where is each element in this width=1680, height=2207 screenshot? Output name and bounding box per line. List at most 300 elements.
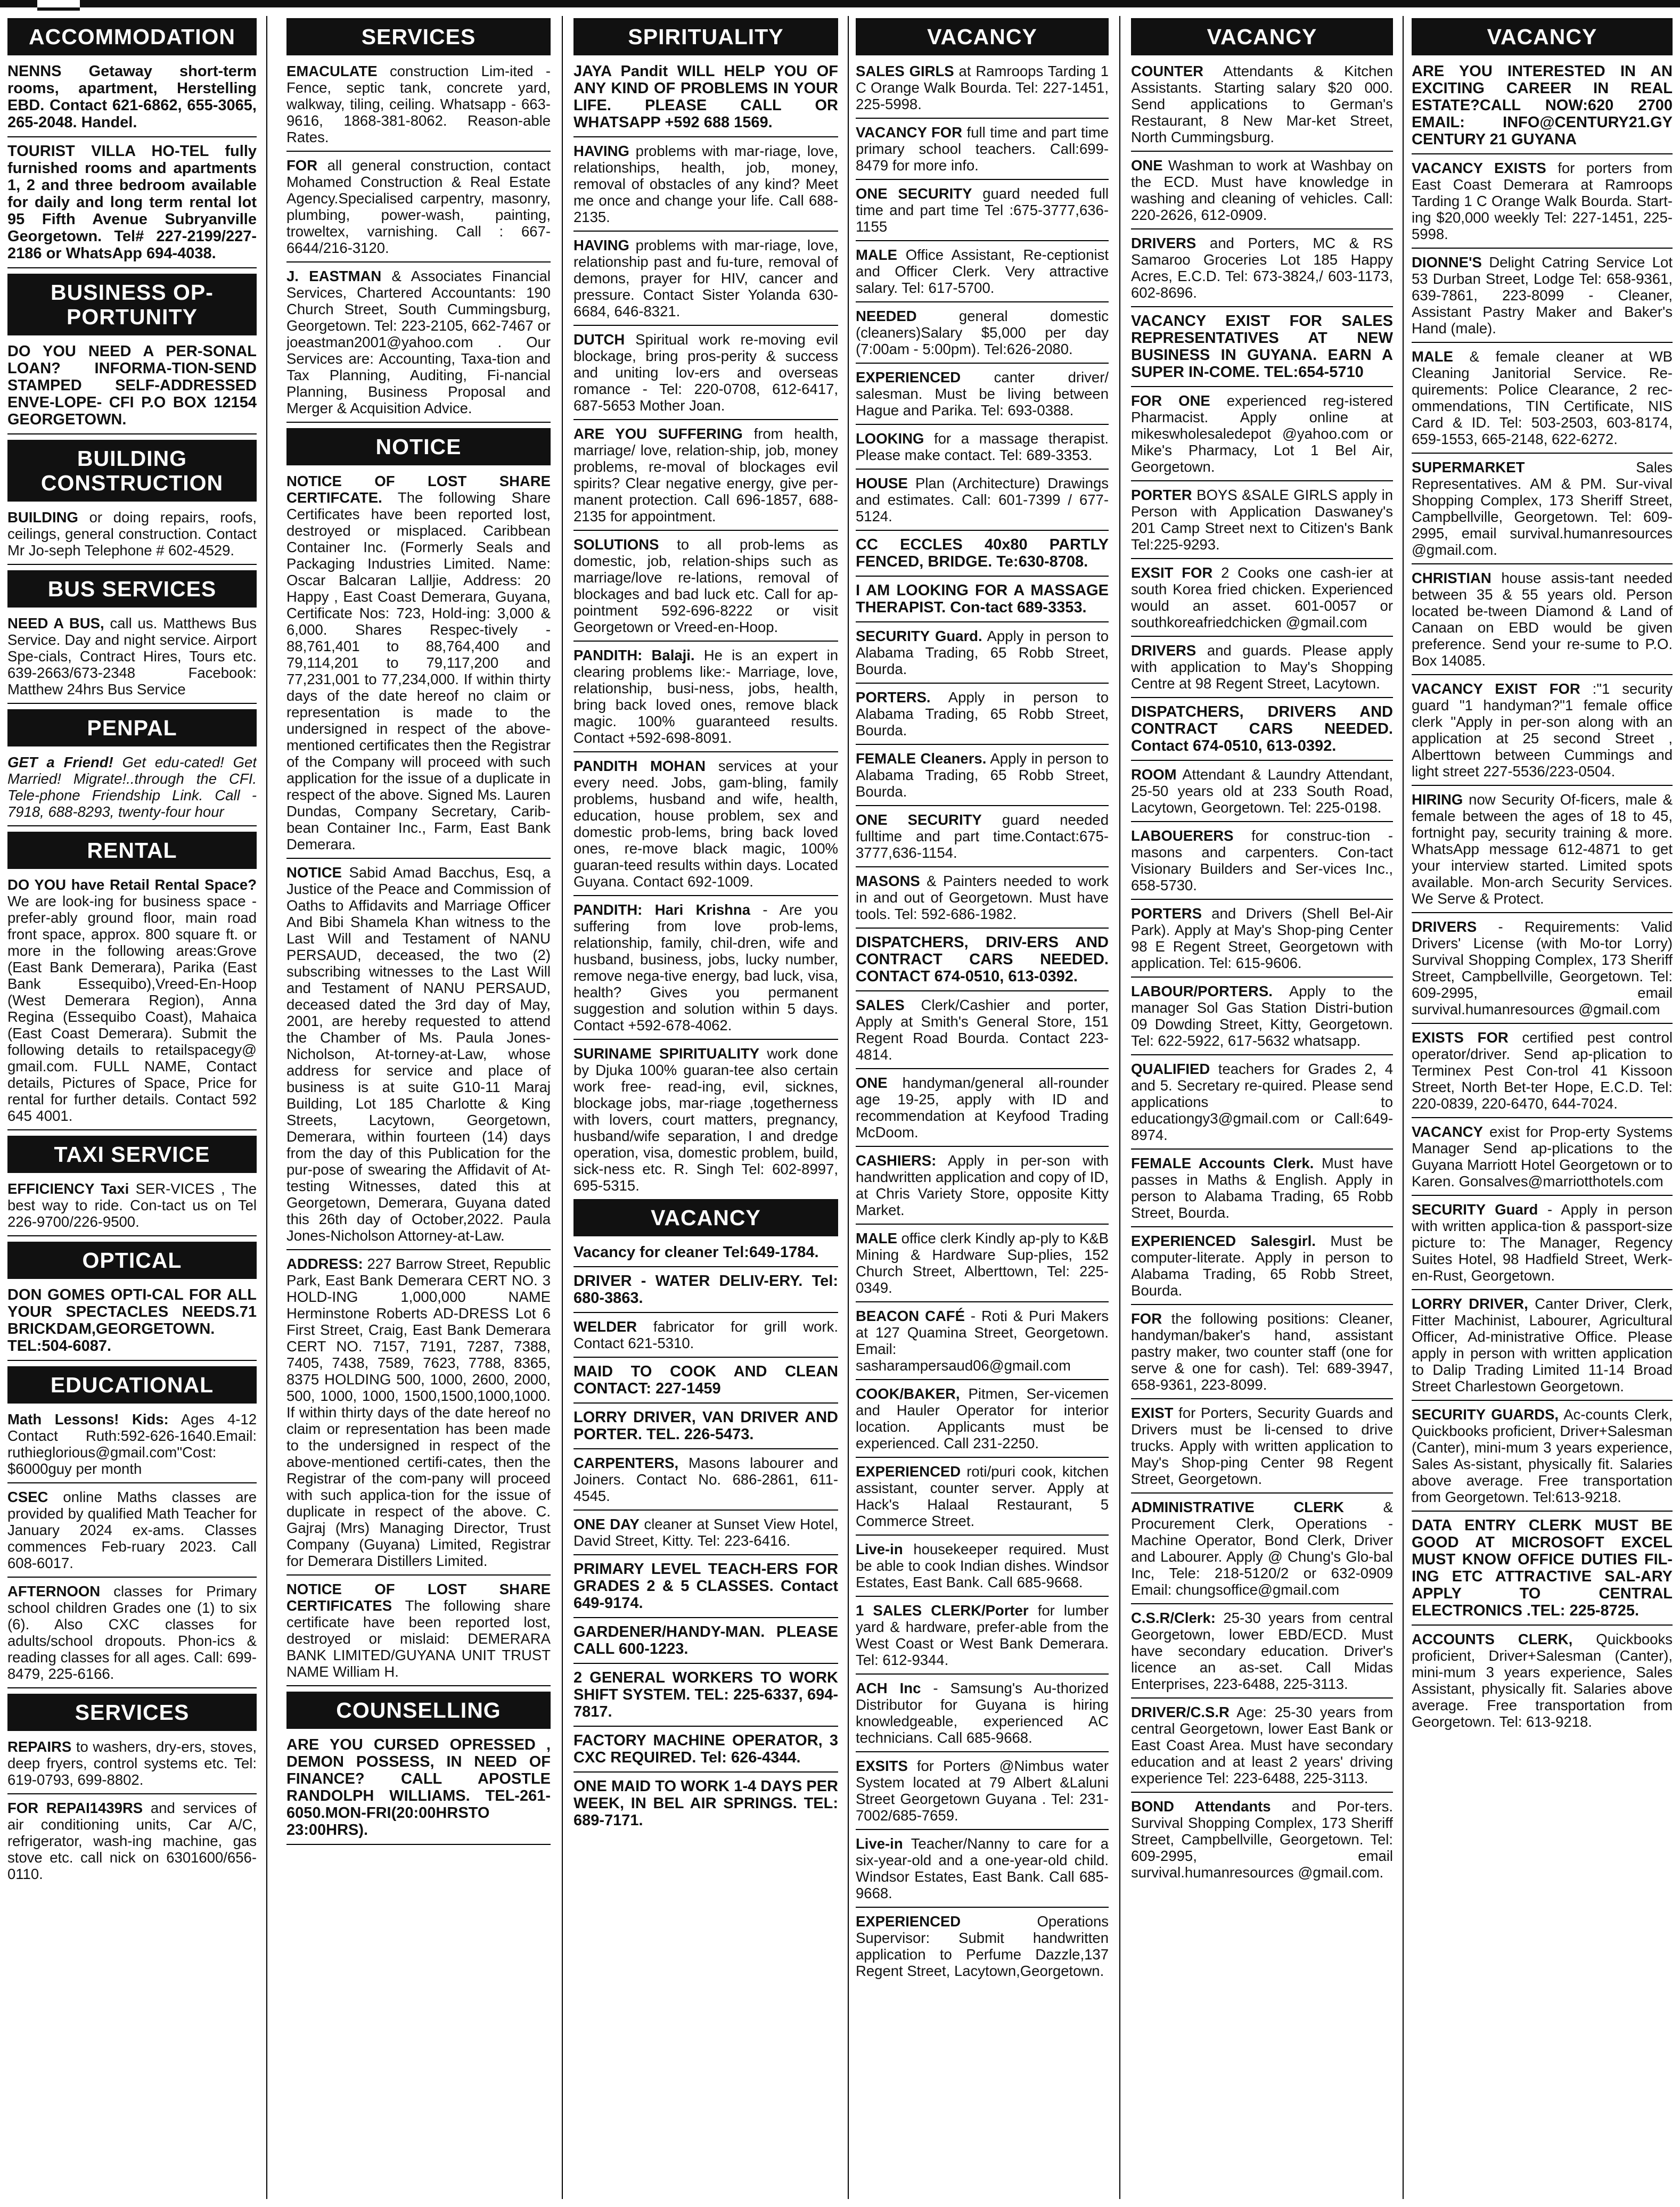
ad-lead: CARPENTERS, <box>573 1455 679 1471</box>
section-header: VACANCY <box>1131 18 1393 55</box>
classified-ad <box>1412 348 1673 454</box>
ad-body: WILL HELP YOU OF ANY KIND OF PROBLEMS IN YOUR LIFE. PLEASE CALL OR WHATSAPP +592 688 1569. <box>573 63 838 131</box>
ad-lead: Live-in <box>856 1835 903 1852</box>
classified-ad <box>1412 1631 1673 1730</box>
classified-ad <box>573 1778 838 1829</box>
ad-body: or doing repairs, roofs, ceilings, general construction. Contact Mr Jo-seph Telephone # 602-4529. <box>7 509 257 559</box>
ad-lead: EXIST <box>1131 1405 1174 1421</box>
classified-ad <box>286 63 551 152</box>
ad-lead: Vacancy for cleaner <box>573 1244 719 1261</box>
column-divider <box>1119 16 1120 2199</box>
ad-lead: ONE SECURITY <box>856 185 972 202</box>
ad-body: from health, marriage/ love, relation-ship, job, money problems, re-moval of blockages evil spirits? Clear negative energy, give per-manent protection. Call 696-1857, 688-2135 for appointment. <box>573 425 838 524</box>
classified-ad <box>1131 157 1393 229</box>
ad-lead: FOR <box>1131 1310 1162 1327</box>
ad-body: general domestic (cleaners)Salary $5,000 per day (7:00am - 5:00pm). Tel:626-2080. <box>856 308 1109 357</box>
column-2 <box>286 16 551 2199</box>
section-header: SERVICES <box>7 1694 257 1731</box>
ad-body: the following positions: Cleaner, handyman/baker's hand, assistant pastry maker, two counter staff (one for serve & one for cash). Tel: 689-3947, 658-9361, 223-8099. <box>1131 1310 1393 1393</box>
ad-lead: HAVING <box>573 143 629 159</box>
classified-ad <box>1131 1798 1393 1881</box>
classified-ad <box>1131 766 1393 822</box>
section-header: BUS SERVICES <box>7 570 257 608</box>
ad-body: AT NEW BUSINESS IN GUYANA. EARN A SUPER IN-COME. TEL:654-5710 <box>1131 330 1393 381</box>
ad-lead: ONE SECURITY <box>856 811 982 828</box>
classified-ad <box>1131 1155 1393 1227</box>
ad-lead: EMACULATE <box>286 63 378 79</box>
section-header: RENTAL <box>7 832 257 869</box>
ad-lead: ONE <box>1131 157 1163 174</box>
ad-body: Getaway short-term rooms, apartment, Herstelling EBD. Contact 621-6862, 655-3065, 265-2048. Handel. <box>7 63 257 131</box>
classified-ad <box>573 1409 838 1449</box>
ad-body: Sales Representatives. AM & PM. Sur-vival Shopping Complex, 173 Sheriff Street, Campbellville, Georgetown. Tel: 609-2995, email survival.humanresources @gmail.com. <box>1412 459 1673 558</box>
ad-body: Get edu-cated! Get Married! Migrate!..through the CFI. Tele-phone Friendship Link. Call - 7918, 688-8293, twenty-four hour <box>7 754 257 820</box>
ad-body: to all prob-lems as domestic, job, relation-ships such as marriage/love re-lations, removal of blockages and bad luck etc. Call for ap-pointment 592-696-8222 or visit Georgetown or Vreed-en-Hoop. <box>573 536 838 635</box>
ad-lead: HOUSE <box>856 475 908 491</box>
ad-lead: DISPATCHERS, DRIV-ERS <box>856 934 1059 951</box>
classified-ad <box>856 1230 1109 1302</box>
ad-lead: PORTERS. <box>856 689 931 705</box>
section-header: SPIRITUALITY <box>573 18 838 55</box>
classified-ad <box>856 124 1109 180</box>
ad-body: for Porters, Security Guards and Drivers must be li-censed to drive trucks. Apply with written application to May's Shop-ping Center 98 Regent Street, Georgetown. <box>1131 1405 1393 1487</box>
classified-ad <box>856 873 1109 929</box>
ad-lead: SURINAME SPIRITUALITY <box>573 1045 759 1062</box>
ad-body: and Por-ters. Survival Shopping Complex, 173 Sheriff Street, Campbellville, Georgetown. Tel: 609-2995, email survival.humanresources @gmail.com. <box>1131 1798 1393 1881</box>
ad-body: Ac-counts Clerk, Quickbooks proficient, Driver+Salesman (Canter), mini-mum 3 years experience, Sales As-sistant, physically fit. Salaries above average. Free transportation from Georgetown. Tel:613-9218. <box>1412 1406 1673 1505</box>
ad-lead: EXPERIENCED <box>856 1913 961 1930</box>
classified-ad <box>573 1561 838 1618</box>
ad-body: services at your every need. Jobs, gam-bling, family problems, husband and wife, health, education, house problem, sex and domestic prob-lems, bring back loved ones, re-move black magic, 100% guaran-teed results within days. Located Guyana. Contact 692-1009. <box>573 758 838 890</box>
classified-ad <box>573 237 838 326</box>
ad-body: and Drivers (Shell Bel-Air Park). Apply at May's Shop-ping Center 98 E Regent Street, Georgetown with application. Tel: 615-9606. <box>1131 905 1393 971</box>
ad-body: - Samsung's Au-thorized Distributor for Guyana is hiring knowledgeable, experienced AC technicians. Call 685-9668. <box>856 1680 1109 1746</box>
ad-lead: EXPERIENCED Salesgirl. <box>1131 1233 1316 1249</box>
ad-lead: MALE <box>856 247 897 263</box>
ad-body: and Porters, MC & RS Samaroo Groceries Lot 185 Happy Acres, E.C.D. Tel: 673-3824,/ 603-1173, 602-8696. <box>1131 235 1393 301</box>
ad-lead: MALE <box>856 1230 897 1246</box>
ad-lead: CHRISTIAN <box>1412 570 1491 586</box>
classified-ad <box>286 864 551 1250</box>
ad-body: to washers, dry-ers, stoves, deep fryers, control systems etc. Tel: 619-0793, 699-8802. <box>7 1738 257 1788</box>
classified-ad <box>856 430 1109 470</box>
ad-body: Spiritual work re-moving evil blockage, bring pros-perity & success and uniting lov-ers and overseas romance - Tel: 220-0708, 612-6417, 687-5653 Mother Joan. <box>573 331 838 414</box>
ad-lead: SOLUTIONS <box>573 536 659 553</box>
ad-body: PER WEEK, IN BEL AIR SPRINGS. TEL: 689-7171. <box>573 1778 838 1829</box>
classified-ad <box>7 1738 257 1794</box>
ad-lead: LABOUR/PORTERS. <box>1131 983 1273 999</box>
ad-lead: LOOKING <box>856 430 924 447</box>
classified-ad <box>573 901 838 1040</box>
classified-ad <box>1131 1061 1393 1150</box>
ad-body: NEEDED. Contact 674-0510, 613-0392. <box>1131 720 1393 754</box>
ad-body: 227 Barrow Street, Republic Park, East Bank Demerara CERT NO. 3 HOLD-ING 1,000,000 NAME Herminstone Roberts AD-DRESS Lot 6 First Street, Craig, East Bank Demerara CERT NO. 7157, 7191, 7287, 7388, 7405, 7438, 7589, 7623, 7788, 8365, 8375 HOLDING 500, 1000, 2600, 2000, 500, 1000, 1000, 1500,1500,1000,1000. If within thirty days of the date hereof no claim or representation has been made to the undersigned in respect of the above-mentioned certifi-cates, then the Registrar of the com-pany will proceed with such applica-tion for the issue of duplicate in respect of the above. C. Gajraj (Mrs) Managing Director, Trust Company (Guyana) Limited, Registrar for Demerara Distillers Limited. <box>286 1256 551 1569</box>
classified-ad <box>573 1516 838 1555</box>
classified-ad <box>286 1581 551 1686</box>
classified-ad <box>573 647 838 752</box>
classified-ad <box>856 308 1109 364</box>
ad-body: 2 Cooks one cash-ier at south Korea fried chicken. Experienced would an asset. 601-0057 or southkoreafriedchicken @gmail.com <box>1131 564 1393 630</box>
ad-body: PLEASE CALL 600-1223. <box>573 1623 838 1658</box>
ad-lead: TOURIST VILLA HO-TEL <box>7 143 209 160</box>
ad-lead: PORTER <box>1131 487 1192 503</box>
ad-body: Office Assistant, Re-ceptionist and Officer Clerk. Very attractive salary. Tel: 617-5700. <box>856 247 1109 296</box>
ad-lead: ACCOUNTS CLERK, <box>1412 1631 1573 1647</box>
ad-lead: PRIMARY LEVEL TEACH-ERS <box>573 1561 798 1578</box>
classified-ad <box>1131 983 1393 1055</box>
ad-body: Must have passes in Maths & English. Apply in person to Alabama Trading, 65 Robb Street, Bourda. <box>1131 1155 1393 1221</box>
ad-body: AND CONTRACT CARS NEEDED. CONTACT 674-0510, 613-0392. <box>856 934 1109 985</box>
ad-lead: NOTICE <box>286 864 342 881</box>
ad-lead: AFTERNOON <box>7 1583 101 1599</box>
classified-ad <box>7 876 257 1130</box>
ad-lead: NENNS <box>7 63 62 80</box>
top-rule-notch <box>37 0 80 11</box>
ad-lead: COOK/BAKER, <box>856 1385 960 1402</box>
classified-ad <box>1412 1123 1673 1196</box>
ad-lead: PORTERS <box>1131 905 1202 922</box>
ad-lead: MAID TO COOK AND CLEAN <box>573 1363 838 1380</box>
column-divider <box>266 16 267 2199</box>
section-header: OPTICAL <box>7 1242 257 1279</box>
ad-body: for Porters @Nimbus water System located at 79 Albert &Laluni Street Georgetown Guyana . Tel: 231-7002/685-7659. <box>856 1758 1109 1824</box>
ad-body: SER-VICES , The best way to ride. Con-tact us on Tel 226-9700/226-9500. <box>7 1180 257 1230</box>
ad-lead: GARDENER/HANDY-MAN. <box>573 1623 765 1640</box>
classified-ad <box>1131 1233 1393 1305</box>
classified-ad <box>1131 1704 1393 1793</box>
ad-body: and services of air conditioning units, Car A/C, refrigerator, wash-ing machine, gas stove etc. call nick on 6301600/656-0110. <box>7 1800 257 1882</box>
ad-body: guard needed fulltime and part time.Contact:675-3777,636-1154. <box>856 811 1109 861</box>
classified-ad <box>7 615 257 704</box>
classified-ad <box>856 1541 1109 1597</box>
classified-ad <box>286 1256 551 1576</box>
classified-ad <box>7 754 257 826</box>
ad-lead: CSEC <box>7 1489 48 1505</box>
ad-body: Con-tact 689-3353. <box>946 599 1087 616</box>
section-header: ACCOMMODATION <box>7 18 257 55</box>
section-header: TAXI SERVICE <box>7 1136 257 1173</box>
ad-body: Apply in person to Alabama Trading, 65 Robb Street, Bourda. <box>856 689 1109 739</box>
ad-body: The following share certificate have been reported lost, destroyed or mislaid: DEMERARA BANK LIMITED/GUYANA UNIT TRUST NAME William H. <box>286 1597 551 1680</box>
classified-ad <box>573 536 838 642</box>
ad-lead: EXPERIENCED <box>856 369 961 385</box>
section-header: EDUCATIONAL <box>7 1366 257 1404</box>
ad-body: CONTACT: 227-1459 <box>573 1380 721 1397</box>
ad-body: for lumber yard & hardware, prefer-able from the West Coast or West Bank Demerara. Tel: 612-9344. <box>856 1602 1109 1668</box>
ad-lead: FACTORY MACHINE OPERATOR, <box>573 1732 823 1749</box>
ad-body: & Associates Financial Services, Chartered Accountants: 190 Church Street, South Cummingsburg, Georgetown. Tel: 223-2105, 662-7467 or joeastman2001@yahoo.com . Our Services are: Accounting, Taxa-tion and Tax Planning, Auditing, Fi-nancial Planning, Business Proposal and Merger & Acquisition Advice. <box>286 268 551 416</box>
ad-body: & Painters needed to work in and out of Georgetown. Must have tools. Tel: 592-686-1982. <box>856 873 1109 922</box>
column-3 <box>573 16 838 2199</box>
ad-lead: FOR REPAI1439RS <box>7 1800 143 1816</box>
ad-body: - Requirements: Valid Drivers' License (with Mo-tor Lorry) Survival Shopping Complex, 173 Sheriff Street, Campbellville, Georgetown. Tel: 609-2995, email survival.humanresources @gmail.com <box>1412 918 1673 1018</box>
ad-lead: DRIVER - WATER DELIV-ERY. <box>573 1273 803 1290</box>
classified-ad <box>573 1045 838 1194</box>
ad-lead: DO YOU have Retail Rental Space? <box>7 876 257 893</box>
ad-body: teachers for Grades 2, 4 and 5. Secretary re-quired. Please send applications to educationgy3@gmail.com or Call:649-8974. <box>1131 1061 1393 1143</box>
classified-ad <box>1131 1499 1393 1604</box>
ad-body: Teacher/Nanny to care for a six-year-old and a one-year-old child. Windsor Estates, East Bank. Call 685-9668. <box>856 1835 1109 1901</box>
ad-body: call us. Matthews Bus Service. Day and night service. Airport Spe-cials, Contract Hires, Tours etc. 639-2663/673-2348 Facebook: Matthew 24hrs Bus Service <box>7 615 257 698</box>
ad-lead: LABOUERERS <box>1131 827 1234 844</box>
ad-lead: FOR ONE <box>1131 392 1210 409</box>
ad-lead: ONE DAY <box>573 1516 640 1532</box>
ad-body: OPRESSED , DEMON POSSESS, IN NEED OF FINANCE? CALL APOSTLE RANDOLPH WILLIAMS. TEL-261-6050.MON-FRI(20:00HRSTO 23:00HRS). <box>286 1736 551 1839</box>
ad-lead: VACANCY EXIST FOR SALES REPRESENTATIVES <box>1131 313 1393 347</box>
ad-body: INFORMA-TION-SEND STAMPED SELF-ADDRESSED ENVE-LOPE- CFI P.O BOX 12154 GEORGETOWN. <box>7 360 257 428</box>
ad-lead: DISPATCHERS, DRIVERS AND CONTRACT CARS <box>1131 703 1393 737</box>
ad-body: at Ramroops Tarding 1 C Orange Walk Bourda. Tel: 227-1451, 225-5998. <box>856 63 1109 112</box>
ad-body: certified pest control operator/driver. Send ap-plication to Terminex Pest Con-trol 41 Kissoon Street, North Bet-ter Hope, E.C.D. Tel: 220-0839, 220-6470, 644-7024. <box>1412 1029 1673 1112</box>
ad-body: problems with mar-riage, love, relationships, health, job, money, removal of obstacles of any kind? Meet me once and change your life. Call 688-2135. <box>573 143 838 225</box>
ad-body: for a massage therapist. Please make contact. Tel: 689-3353. <box>856 430 1109 463</box>
classified-ad <box>7 343 257 434</box>
ad-body: and guards. Please apply with application to May's Shopping Centre at 98 Regent Street, Lacytown. <box>1131 642 1393 692</box>
column-6 <box>1412 16 1673 2199</box>
classified-ad <box>856 475 1109 531</box>
ad-lead: CASHIERS: <box>856 1152 937 1169</box>
ad-body: house assis-tant needed between 35 & 55 years old. Person located be-tween Diamond & Land of Canaan on EBD would be given preference. Send your re-sume to P.O. Box 14085. <box>1412 570 1673 669</box>
ad-lead: LORRY DRIVER, VAN DRIVER AND PORTER. <box>573 1409 838 1443</box>
classified-ad <box>573 1318 838 1358</box>
classified-ad <box>1131 905 1393 978</box>
ad-body: Apply in person to Alabama Trading, 65 Robb Street, Bourda. <box>856 628 1109 677</box>
ad-body: Masons labourer and Joiners. Contact No. 686-2861, 611-4545. <box>573 1455 838 1504</box>
classified-ad <box>7 1489 257 1578</box>
ad-body: Operations Supervisor: Submit handwritten application to Perfume Dazzle,137 Regent Street, Lacytown,Georgetown. <box>856 1913 1109 1979</box>
classified-ad <box>856 1463 1109 1536</box>
classified-ad <box>573 63 838 137</box>
classified-ad <box>1131 1610 1393 1699</box>
section-header: COUNSELLING <box>286 1692 551 1729</box>
ad-body: Pitmen, Ser-vicemen and Hauler Operator for interior location. Applicants must be experienced. Call 231-2250. <box>856 1385 1109 1451</box>
classified-ad <box>856 811 1109 867</box>
ad-lead: EFFICIENCY Taxi <box>7 1180 129 1197</box>
column-5 <box>1131 16 1393 2199</box>
ad-body: Age: 25-30 years from central Georgetown, lower East Bank or East Coast Area. Must have secondary education and at least 2 years' driving experience Tel: 223-6488, 225-3113. <box>1131 1704 1393 1786</box>
ad-lead: DATA ENTRY CLERK <box>1412 1517 1582 1534</box>
ad-body: full time and part time primary school teachers. Call:699-8479 for more info. <box>856 124 1109 174</box>
classified-ad <box>1412 1029 1673 1118</box>
ad-lead: PANDITH: Balaji. <box>573 647 695 663</box>
classified-ad <box>856 582 1109 622</box>
ad-lead: NEEDED <box>856 308 917 324</box>
ad-body: problems with mar-riage, love, relationship past and fu-ture, removal of demons, prayer for HIV, cancer and pressure. Contact Sister Yolanda 630-6684, 646-8321. <box>573 237 838 319</box>
classified-ad <box>856 247 1109 302</box>
ad-body: Must be computer-literate. Apply in person to Alabama Trading, 65 Robb Street, Bourda. <box>1131 1233 1393 1299</box>
classified-ad <box>856 1152 1109 1225</box>
ad-body: experienced reg-istered Pharmacist. Apply online at mikeswholesaledepot @yahoo.com or Mike's Pharmacy, Lot 1 Bel Air, Georgetown. <box>1131 392 1393 475</box>
ad-body: FOR GRADES 2 & 5 CLASSES. Contact 649-9174. <box>573 1561 838 1612</box>
ad-body: Attendant & Laundry Attendant, 25-50 years old at 233 South Road, Lacytown, Georgetown. Tel: 225-0198. <box>1131 766 1393 816</box>
ad-lead: HIRING <box>1412 791 1463 808</box>
classified-ad <box>856 1680 1109 1752</box>
classified-ad <box>856 997 1109 1069</box>
ad-lead: VACANCY FOR <box>856 124 963 141</box>
classified-ad <box>573 331 838 420</box>
ad-body: TO WORK SHIFT SYSTEM. TEL: 225-6337, 694-7817. <box>573 1669 838 1720</box>
classified-ad <box>1131 827 1393 900</box>
classified-ad <box>856 750 1109 806</box>
classified-ad <box>573 1244 838 1267</box>
ad-body: Attendants & Kitchen Assistants. Starting salary $20 000. Send applications to German's Restaurant, 8 New Mar-ket Street, North Cummingsburg. <box>1131 63 1393 145</box>
ad-body: Ages 4-12 Contact Ruth:592-626-1640.Email: ruthieglorious@gmail.com"Cost: $6000guy per month <box>7 1411 257 1477</box>
classified-ad <box>1131 313 1393 387</box>
ad-body: office clerk Kindly ap-ply to K&B Mining & Hardware Sup-plies, 152 Church Street, Alberttown, Tel: 225-0349. <box>856 1230 1109 1296</box>
ad-lead: SALES GIRLS <box>856 63 954 79</box>
ad-lead: ARE YOU SUFFERING <box>573 425 743 442</box>
classified-ad <box>856 1913 1109 1979</box>
classified-ad <box>573 425 838 531</box>
ad-body: classes for Primary school children Grades one (1) to six (6). Also CXC classes for adults/school dropouts. Phon-ics & reading classes for all ages. Call: 699-8479, 225-6166. <box>7 1583 257 1682</box>
classified-ad <box>1412 680 1673 786</box>
ad-lead: CC ECCLES 40x80 <box>856 536 1028 553</box>
ad-body: Plan (Architecture) Drawings and estimates. Call: 601-7399 / 677-5124. <box>856 475 1109 524</box>
classified-ad <box>856 369 1109 425</box>
ad-body: Apply in per-son with handwritten application and copy of ID, at Chris Variety Store, opposite Kitty Market. <box>856 1152 1109 1218</box>
ad-lead: SECURITY Guard <box>1412 1201 1538 1218</box>
ad-body: Clerk/Cashier and porter, Apply at Smith's General Store, 151 Regent Road Bourda. Contact 223-4814. <box>856 997 1109 1063</box>
ad-body: Delight Catring Service Lot 53 Durban Street, Lodge Tel: 658-9361, 639-7861, 223-8099 - Cleaner, Assistant Pastry Maker and Baker's Hand (male). <box>1412 254 1673 337</box>
classified-ad <box>7 1800 257 1882</box>
ad-body: Apply to the manager Sol Gas Station Distri-bution 09 Dowding Street, Kitty, Georgetown. Tel: 622-5922, 617-5632 whatsapp. <box>1131 983 1393 1049</box>
classified-ad <box>1412 1201 1673 1290</box>
ad-lead: MALE <box>1412 348 1453 365</box>
ad-body: BOYS &SALE GIRLS apply in Person with Application Daswaney's 201 Camp Street next to Citizen's Bank Tel:225-9293. <box>1131 487 1393 553</box>
classified-ad <box>856 628 1109 684</box>
ad-lead: DIONNE'S <box>1412 254 1482 270</box>
classified-ad <box>573 1455 838 1511</box>
ad-body: Sabid Amad Bacchus, Esq, a Justice of the Peace and Commission of Oaths to Affidavits and Marriage Officer And Bibi Shamela Khan witness to the Last Will and Testament of NANU PERSAUD, deceased, the two (2) subscribing witnesses to the Last Will and Testament of NANU PERSAUD, deceased dated the 3rd day of May, 2001, are hereby requested to attend the Chamber of Ms. Paula Jones-Nicholson, At-torney-at-Law, whose address for service and place of business is at suite G10-11 Maraj Building, Lot 185 Charlotte & King Streets, Lacytown, Georgetown, Demerara, within fourteen (14) days from the day of this Publication for the pur-pose of swearing the Affidavit of At-testing Witnesses, dated this at Georgetown, Demerara, Guyana dated this 26th day of October,2022. Paula Jones-Nicholson Attorney-at-Law. <box>286 864 551 1244</box>
ad-body: Tel:649-1784. <box>718 1244 819 1261</box>
ad-lead: ONE <box>856 1074 888 1091</box>
section-header: SERVICES <box>286 18 551 55</box>
ad-body: MUST BE GOOD AT MICROSOFT EXCEL MUST KNOW OFFICE DUTIES FIL-ING ETC ATTRACTIVE SAL-ARY APPLY TO CENTRAL ELECTRONICS .TEL: 225-8725. <box>1412 1517 1673 1619</box>
ad-body: We are look-ing for business space - prefer-ably ground floor, main road front space, approx. 800 square ft. or more in the following areas:Grove (East Bank Demerara), Parika (East Bank Essequibo),Vreed-En-Hoop (West Demerara Region), Anna Regina (Essequibo Coast), Mahaica (East Coast Demerara). Submit the following details to retailspacegy@ gmail.com. FULL NAME, Contact details, Pictures of Space, Price for rental for further details. Contact 592 645 4001. <box>7 893 257 1124</box>
ad-lead: REPAIRS <box>7 1738 72 1755</box>
ad-lead: ONE MAID TO WORK 1-4 DAYS <box>573 1778 802 1795</box>
ad-body: TEL. 226-5473. <box>642 1426 754 1443</box>
classified-ad <box>1412 1295 1673 1401</box>
ad-lead: BEACON CAFÉ <box>856 1308 965 1324</box>
classified-ad <box>856 1835 1109 1908</box>
ad-lead: NEED A BUS, <box>7 615 104 631</box>
section-header: VACANCY <box>856 18 1109 55</box>
ad-body: Quickbooks proficient, Driver+Salesman (Canter), mini-mum 3 years experience, Sales Assistant, physically fit. Salaries above average. Free transportation from Georgetown. Tel: 613-9218. <box>1412 1631 1673 1730</box>
classified-ad <box>286 268 551 423</box>
classified-ad <box>286 157 551 262</box>
ad-lead: SECURITY GUARDS, <box>1412 1406 1559 1423</box>
ad-body: :"1 security guard "1 handyman?"1 female office clerk "Apply in per-son along with an application at 25 second Street , Alberttown between Cummings and light street 227-5536/223-0504. <box>1412 680 1673 780</box>
classified-ad <box>7 509 257 565</box>
ad-lead: 1 SALES CLERK/Porter <box>856 1602 1029 1619</box>
ad-lead: SECURITY Guard. <box>856 628 982 644</box>
classified-ad <box>573 1669 838 1727</box>
ad-lead: DRIVERS <box>1131 235 1197 251</box>
classified-ad <box>1131 392 1393 481</box>
ad-body: - Apply in person with written applica-tion & passport-size picture to: The Manager, Regency Suites Hotel, 98 Hadfield Street, Werk-en-Rust, Georgetown. <box>1412 1201 1673 1284</box>
section-header: BUSINESS OP-PORTUNITY <box>7 274 257 335</box>
ad-lead: DO YOU NEED A PER-SONAL LOAN? <box>7 343 257 377</box>
ad-body: The following Share Certificates have been reported lost, destroyed or misplaced. Caribbean Container Inc. (Formerly Seals and Packaging Industries Limited. Name: Oscar Balcaran Lalljie, Address: 20 Happy , East Coast Demerara, Guyana, Certificate Nos: 723, Hold-ing: 3,000 & 6,000. Shares Respec-tively - 88,761,401 to 88,764,400 and 79,114,201 to 79,117,200 and 77,231,001 to 77,234,000. If within thirty days of the date hereof no claim or representation is made to the undersigned in respect of the above-mentioned certificates then the Registrar of the Company will proceed with such application for the issue of a duplicate in respect of the above. Signed Ms. Lauren Dundas, Company Secretary, Carib-bean Container Inc., Farm, East Bank Demerara. <box>286 489 551 852</box>
ad-body: roti/puri cook, kitchen assistant, counter server. Apply at Hack's Halaal Restaurant, 5 Commerce Street. <box>856 1463 1109 1529</box>
ad-lead: EXISTS FOR <box>1412 1029 1509 1046</box>
ad-lead: 2 GENERAL WORKERS <box>573 1669 753 1686</box>
ad-lead: ARE YOU INTERESTED IN AN EXCITING CAREER IN REAL ESTATE? <box>1412 63 1673 114</box>
ad-body: handyman/general all-rounder age 19-25, apply with ID and recommendation at Keyfood Trading McDoom. <box>856 1074 1109 1141</box>
ad-lead: SALES <box>856 997 905 1013</box>
ad-lead: VACANCY EXIST FOR <box>1412 680 1580 697</box>
ad-lead: EXSIT FOR <box>1131 564 1213 581</box>
ad-body: for porters from East Coast Demerara at Ramroops Tarding 1 C Orange Walk Bourda. Start-ing $20,000 weekly Tel: 227-1451, 225-5998. <box>1412 160 1673 242</box>
ad-lead: C.S.R/Clerk: <box>1131 1610 1216 1626</box>
ad-lead: DRIVERS <box>1131 642 1197 659</box>
top-rule <box>0 0 1680 7</box>
ad-lead: Math Lessons! Kids: <box>7 1411 169 1427</box>
classified-ad <box>573 1363 838 1404</box>
ad-body: cleaner at Sunset View Hotel, David Street, Kitty. Tel: 223-6416. <box>573 1516 838 1549</box>
ad-lead: GET a Friend! <box>7 754 113 770</box>
column-divider <box>562 16 563 2199</box>
ad-lead: BOND Attendants <box>1131 1798 1271 1815</box>
classified-ad <box>1131 487 1393 559</box>
ad-lead: SUPERMARKET <box>1412 459 1525 475</box>
ad-lead: LORRY DRIVER, <box>1412 1295 1528 1312</box>
classified-ad <box>856 536 1109 577</box>
classified-ad <box>1412 791 1673 913</box>
ad-body: PARTLY FENCED, BRIDGE. Te:630-8708. <box>856 536 1109 570</box>
ad-body: all general construction, contact Mohamed Construction & Real Estate Agency.Specialised carpentry, masonry, plumbing, power-wash, painting, troweltex, varnishing. Call : 667-6644/216-3120. <box>286 157 551 256</box>
classified-ad <box>573 1732 838 1773</box>
ad-body: work done by Djuka 100% guaran-tee also certain work free- read-ing, evil, sicknes, blockage jobs, mar-riage ,togetherness with lovers, court matters, pregnancy, husband/wife separation, I and dredge operation, visa, domestic problem, build, sick-ness etc. R. Singh Tel: 602-8997, 695-5315. <box>573 1045 838 1194</box>
ad-lead: NOTICE OF LOST SHARE CERTIFICATES <box>286 1581 551 1614</box>
classified-ad <box>1131 63 1393 152</box>
ad-lead: QUALIFIED <box>1131 1061 1210 1077</box>
ad-body: 3 CXC REQUIRED. Tel: 626-4344. <box>573 1732 838 1766</box>
classified-ad <box>1412 1406 1673 1512</box>
ad-body: now Security Of-ficers, male & female between the ages of 18 to 45, fortnight pay, security training & more. WhatsApp message 612-4871 to get your interview started. Limited spots available. Mon-arch Security Services. We Serve & Protect. <box>1412 791 1673 907</box>
ad-body: & female cleaner at WB Cleaning Janitorial Service. Re-quirements: Police Clearance, 2 rec-ommendations, TIN Certificate, NIS Card & ID. Tel: 503-2503, 603-8174, 659-1553, 665-2148, 622-6272. <box>1412 348 1673 447</box>
classified-ad <box>1412 160 1673 249</box>
ad-lead: EXPERIENCED <box>856 1463 961 1480</box>
ad-lead: ROOM <box>1131 766 1177 783</box>
classified-ad <box>1412 459 1673 564</box>
ad-lead: FEMALE Accounts Clerk. <box>1131 1155 1314 1171</box>
classified-ad <box>856 1308 1109 1380</box>
ad-lead: EXSITS <box>856 1758 908 1774</box>
classified-ad <box>7 1286 257 1361</box>
section-header: NOTICE <box>286 428 551 465</box>
ad-lead: I AM LOOKING FOR A MASSAGE THERAPIST. <box>856 582 1109 616</box>
classified-ad <box>573 758 838 896</box>
classified-ad <box>1412 63 1673 154</box>
ad-lead: PANDITH MOHAN <box>573 758 706 774</box>
classified-ad <box>573 143 838 232</box>
column-1 <box>7 16 257 2199</box>
classified-ad <box>7 1411 257 1483</box>
classified-ad <box>856 1385 1109 1458</box>
classified-ad <box>1412 570 1673 675</box>
classified-ad <box>1131 1405 1393 1494</box>
ad-lead: ACH Inc <box>856 1680 921 1696</box>
ad-body: fabricator for grill work. Contact 621-5310. <box>573 1318 838 1351</box>
ad-lead: JAYA Pandit <box>573 63 668 80</box>
ad-lead: BUILDING <box>7 509 78 526</box>
ad-body: FOR ALL YOUR SPECTACLES NEEDS.71 BRICKDAM,GEORGETOWN. TEL:504-6087. <box>7 1286 257 1355</box>
classified-ad <box>1131 564 1393 637</box>
classified-ad <box>856 63 1109 119</box>
section-header: PENPAL <box>7 709 257 746</box>
